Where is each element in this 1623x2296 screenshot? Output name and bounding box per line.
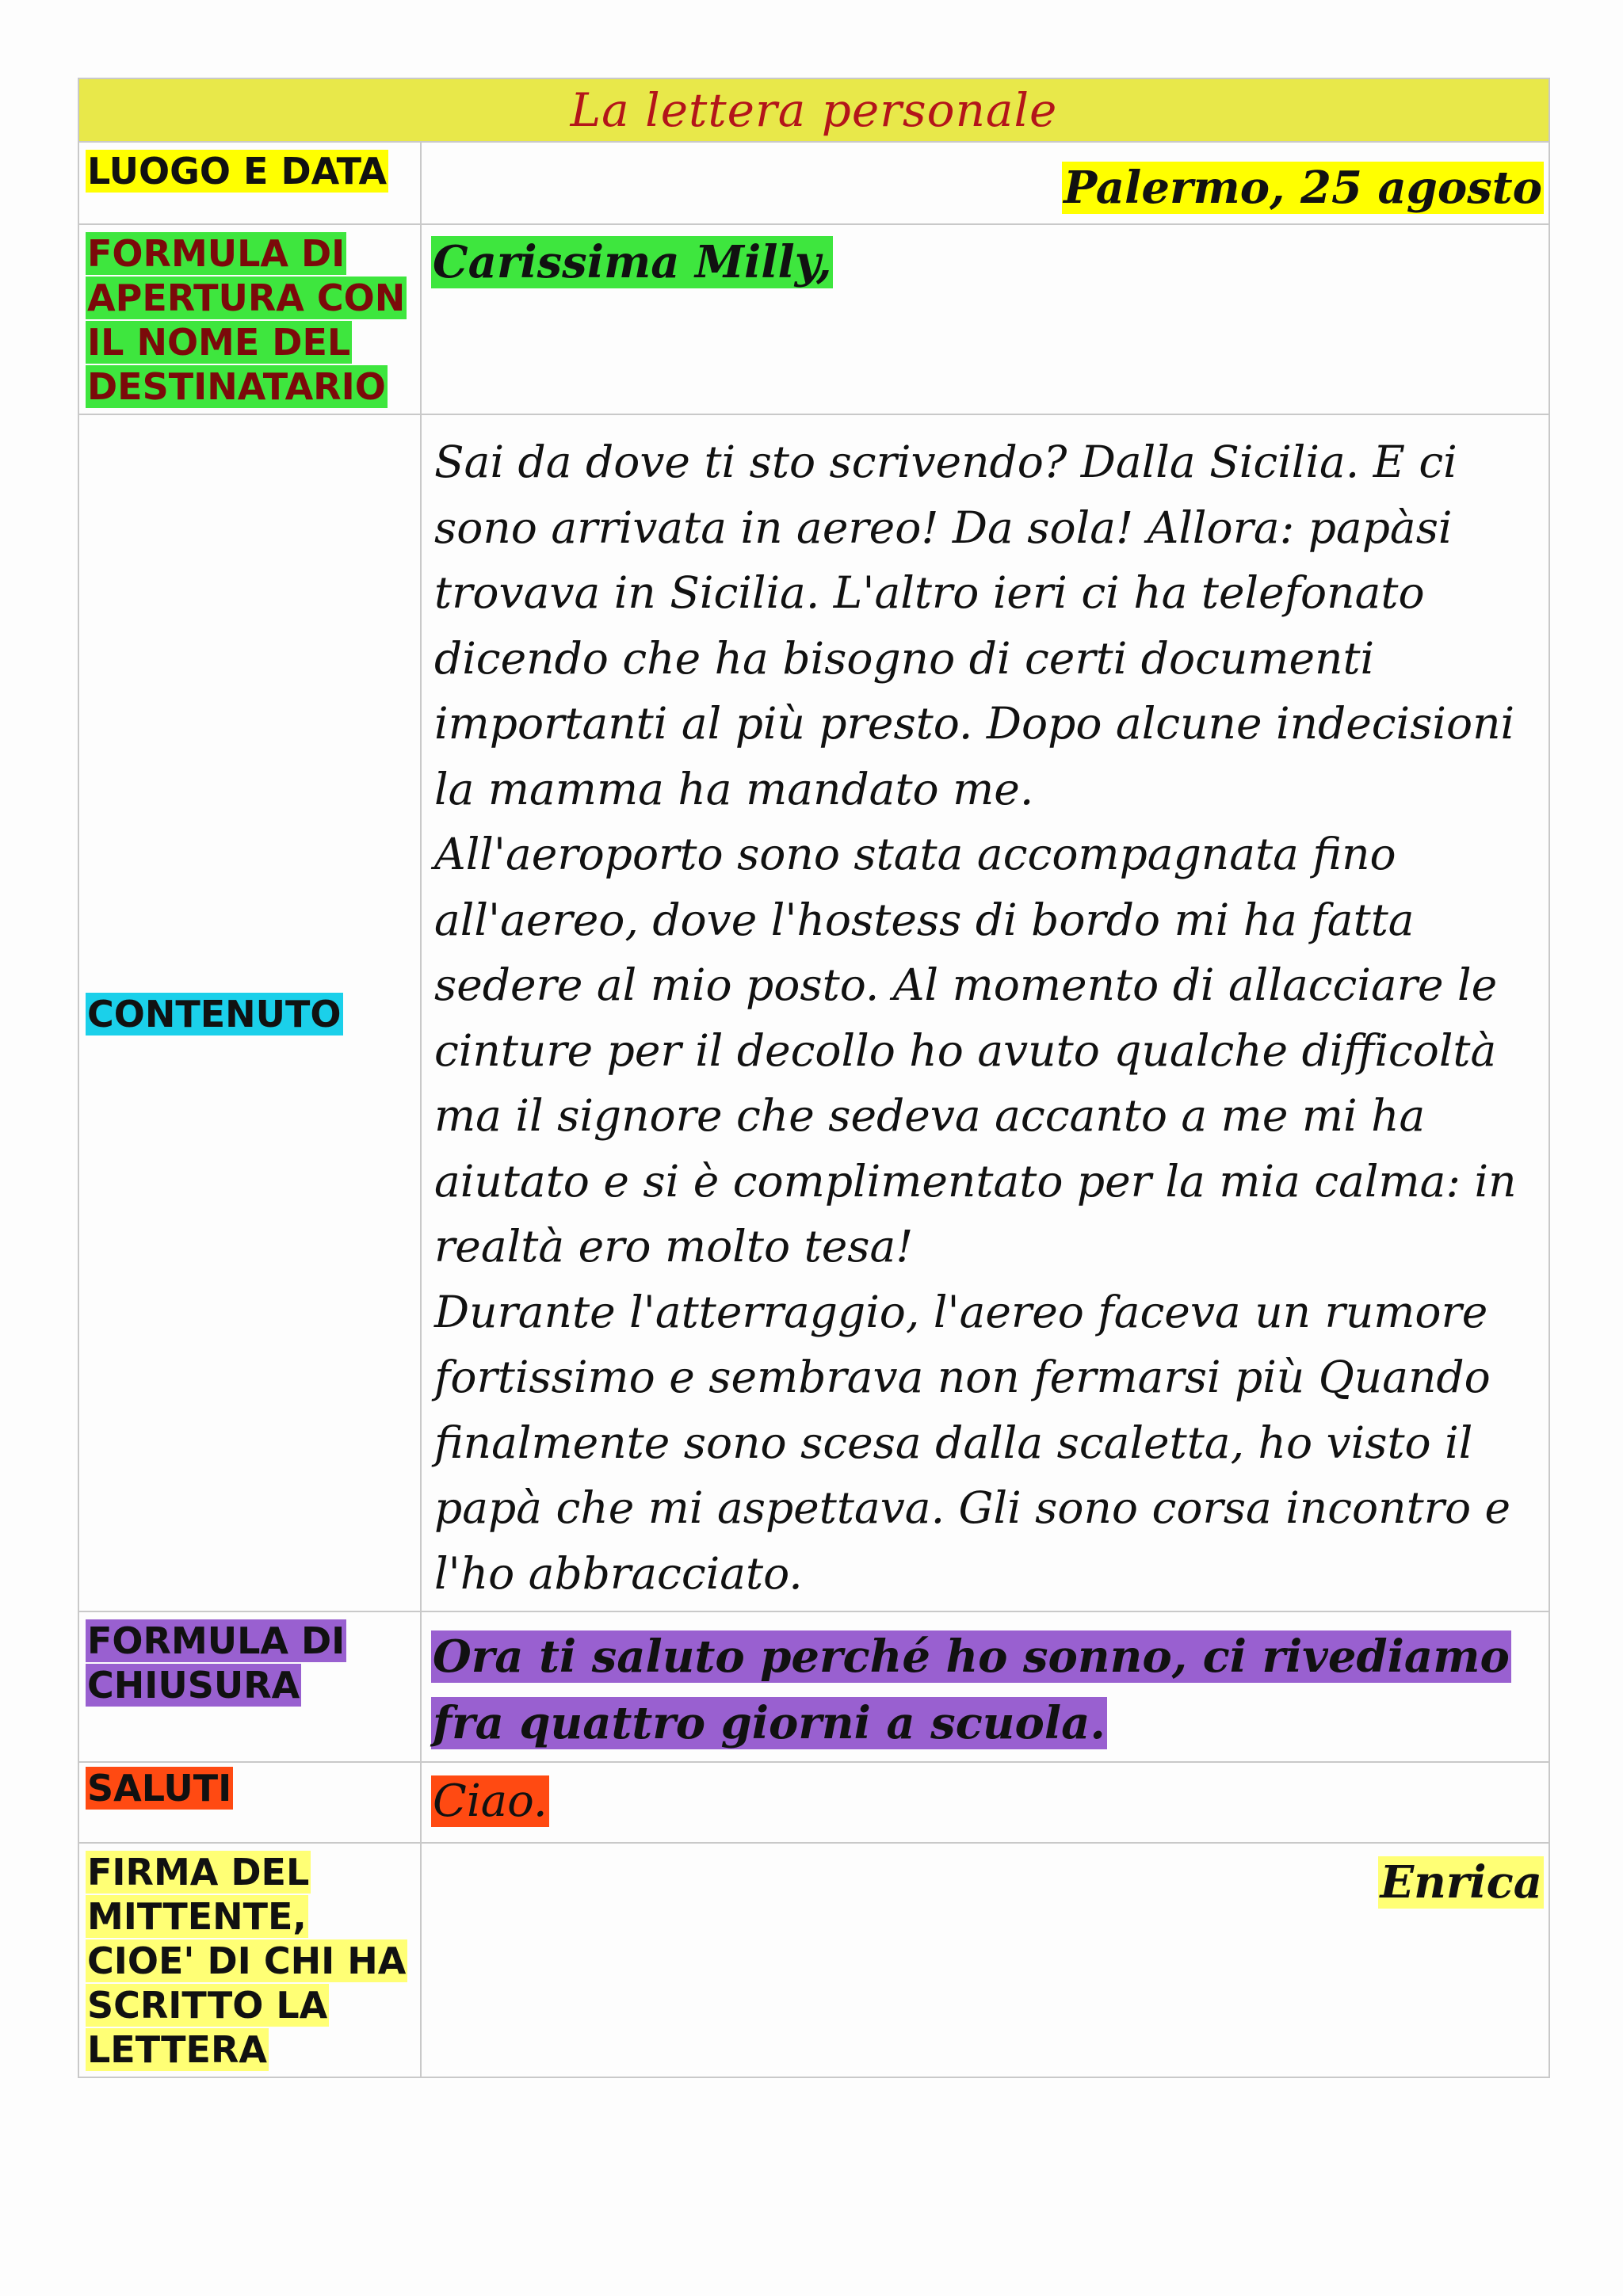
letter-body: [434, 429, 1544, 1606]
value-cell-body: [421, 414, 1549, 1611]
table-row-contenuto: [78, 414, 1549, 1611]
value-cell: [421, 1611, 1549, 1762]
table-row-firma: [78, 1843, 1549, 2077]
closing-wrapper: [431, 1623, 1544, 1756]
value-signature: Enrica: [1380, 1856, 1543, 1909]
value-place-date: Palermo, 25 agosto: [1064, 162, 1543, 214]
label-cell: [78, 142, 421, 224]
label-cell: [78, 224, 421, 414]
title-row: [78, 78, 1549, 142]
letter-table-sheet: [78, 78, 1549, 2078]
label-cell: [78, 1843, 421, 2077]
label-cell: [78, 1611, 421, 1762]
value-greeting: Carissima Milly,: [433, 236, 832, 288]
value-cell: [421, 142, 1549, 224]
table-row-chiusura: [78, 1611, 1549, 1762]
letter-structure-table: [78, 78, 1550, 2078]
label-formula-chiusura: FORMULA DI CHIUSURA: [87, 1619, 346, 1707]
value-closing: Ora ti saluto perché ho sonno, ci rivediamo fra quattro giorni a scuola.: [433, 1630, 1510, 1749]
label-luogo-data: LUOGO E DATA: [87, 150, 388, 193]
label-cell: [78, 1762, 421, 1843]
table-row-saluti: [78, 1762, 1549, 1843]
value-cell: [421, 224, 1549, 414]
table-row-apertura: [78, 224, 1549, 414]
label-cell: [78, 414, 421, 1611]
label-saluti: SALUTI: [87, 1767, 232, 1810]
body-paragraph-2: All'aeroporto sono stata accompagnata fino all'aereo, dove l'hostess di bordo mi ha fatta sedere al mio posto. Al momento di allacciare le cinture per il decollo ho avuto qualche difficoltà ma il signore che sedeva accanto a me mi ha aiutato e si è complimentato per la mia calma: in realtà ero molto tesa!: [434, 829, 1517, 1272]
table-row-luogo-data: [78, 142, 1549, 224]
label-firma-mittente: FIRMA DEL MITTENTE, CIOE' DI CHI HA SCRITTO LA LETTERA: [87, 1851, 407, 2071]
body-paragraph-1: Sai da dove ti sto scrivendo? Dalla Sicilia. E ci sono arrivata in aereo! Da sola! Allora: papàsi trovava in Sicilia. L'altro ieri ci ha telefonato dicendo che ha bisogno di certi documenti importanti al più presto. Dopo alcune indecisioni la mamma ha mandato me.: [434, 437, 1515, 814]
value-cell: [421, 1843, 1549, 2077]
label-contenuto: CONTENUTO: [87, 992, 342, 1035]
value-salutation: Ciao.: [433, 1775, 548, 1827]
body-paragraph-3: Durante l'atterraggio, l'aereo faceva un rumore fortissimo e sembrava non fermarsi più Quando finalmente sono scesa dalla scaletta, ho visto il papà che mi aspettava. Gli sono corsa incontro e l'ho abbracciato.: [434, 1286, 1511, 1599]
label-formula-apertura: FORMULA DI APERTURA CON IL NOME DEL DESTINATARIO: [87, 232, 406, 408]
document-title: La lettera personale: [570, 83, 1058, 137]
title-cell: [78, 78, 1549, 142]
value-cell: [421, 1762, 1549, 1843]
